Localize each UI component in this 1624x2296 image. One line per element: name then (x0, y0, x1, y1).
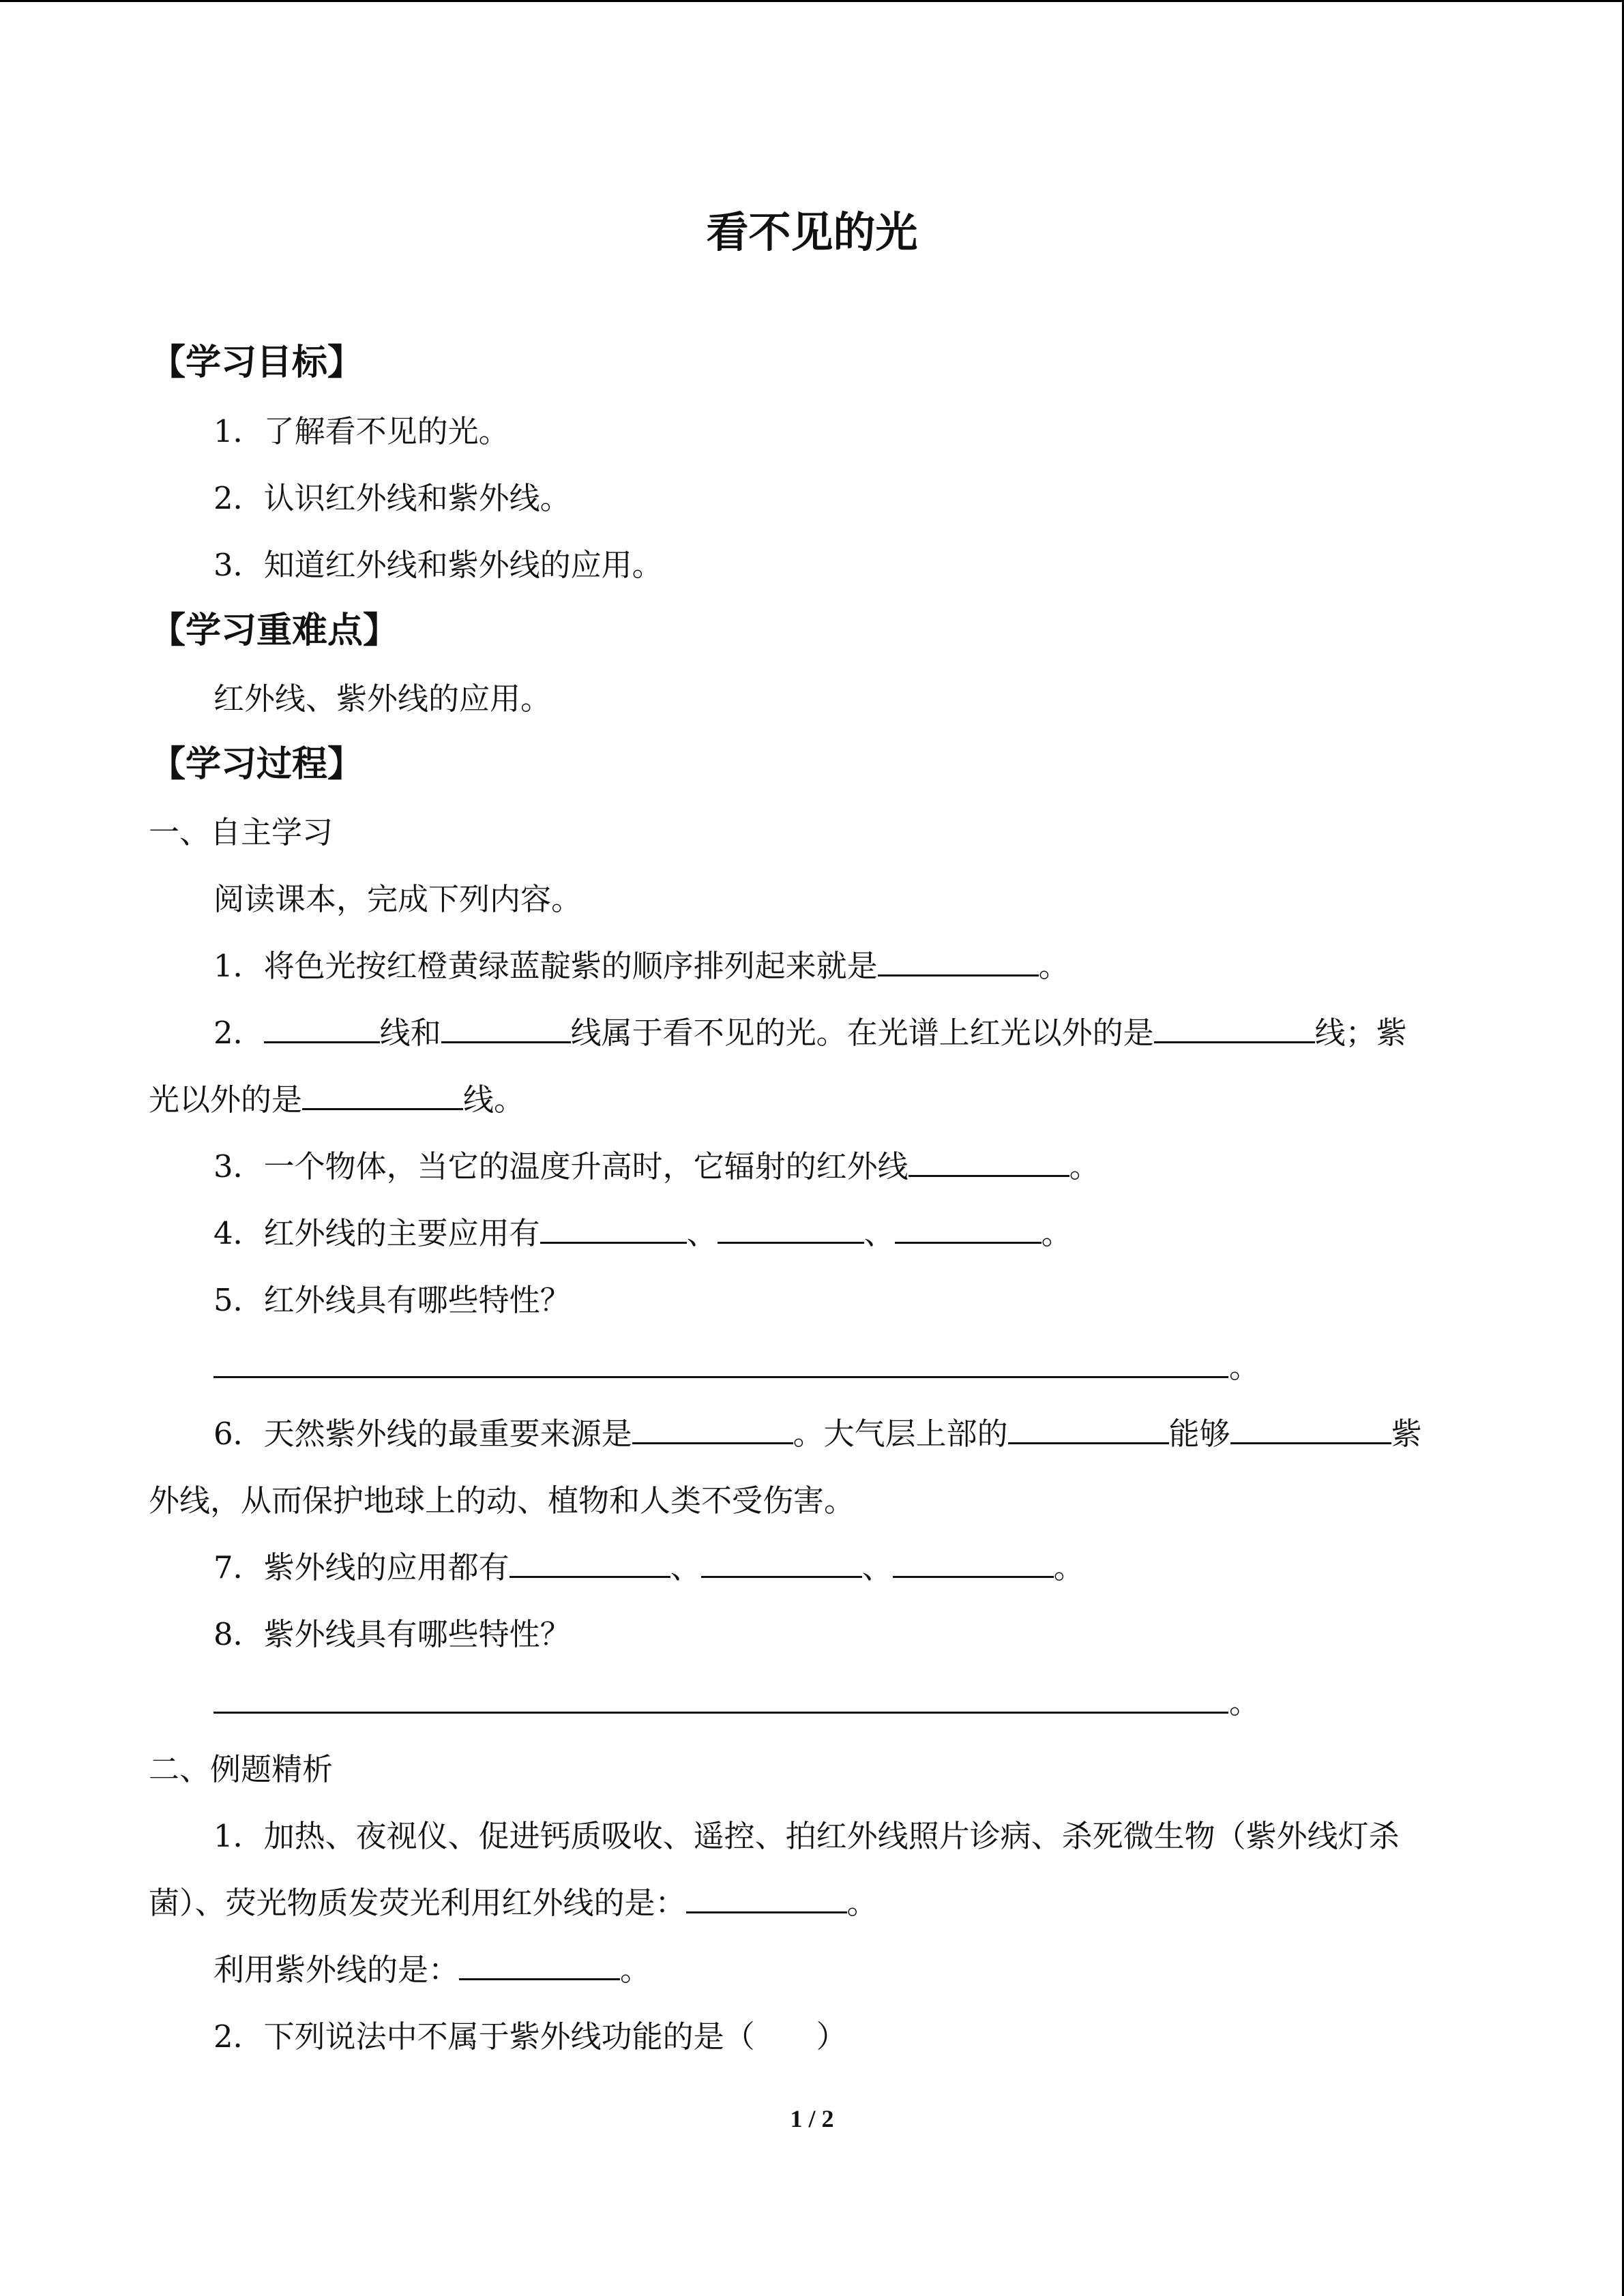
q7-blank-3[interactable] (893, 1546, 1054, 1578)
section-heading-process: 【学习过程】 (150, 744, 364, 785)
page-title: 看不见的光 (706, 207, 918, 257)
question-5: 5．红外线具有哪些特性？ (213, 1282, 571, 1318)
example-1-blank-1[interactable] (686, 1881, 847, 1913)
q2-text-d: 线；紫 (1314, 1015, 1407, 1051)
part2-heading: 二、例题精析 (149, 1751, 334, 1787)
q2-text-b: 线和 (379, 1015, 441, 1051)
example-1-end: 。 (846, 1885, 878, 1921)
q3-text: 3．一个物体，当它的温度升高时，它辐射的红外线 (213, 1148, 909, 1184)
q7-blank-1[interactable] (510, 1546, 670, 1578)
q4-end: 。 (1041, 1215, 1072, 1251)
q2-line2-end: 线。 (463, 1082, 525, 1118)
q4-blank-1[interactable] (540, 1212, 687, 1244)
example-1-uv-end: 。 (620, 1952, 651, 1988)
q2-blank-3[interactable] (1154, 1011, 1315, 1043)
q1-text: 1．将色光按红橙黄绿蓝靛紫的顺序排列起来就是 (213, 948, 878, 984)
objective-1: 1．了解看不见的光。 (213, 413, 510, 449)
q2-line2-text: 光以外的是 (149, 1082, 303, 1118)
q7-text: 7．紫外线的应用都有 (213, 1549, 510, 1585)
q2-text-c: 线属于看不见的光。在光谱上红光以外的是 (570, 1015, 1154, 1051)
q8-answer-line[interactable] (213, 1712, 1228, 1714)
q7-blank-2[interactable] (701, 1546, 862, 1578)
q2-blank-2[interactable] (441, 1011, 571, 1043)
q7-end: 。 (1053, 1549, 1084, 1585)
q3-blank[interactable] (909, 1145, 1069, 1177)
section-heading-key-points: 【学习重难点】 (150, 610, 399, 651)
q4-blank-3[interactable] (895, 1212, 1042, 1244)
q6-blank-1[interactable] (632, 1412, 793, 1444)
question-2-line2 (149, 1078, 525, 1122)
part1-heading: 一、自主学习 (149, 814, 334, 850)
question-8: 8．紫外线具有哪些特性？ (213, 1616, 571, 1652)
question-4 (213, 1212, 1072, 1255)
key-points-text: 红外线、紫外线的应用。 (213, 681, 552, 717)
objective-3: 3．知道红外线和紫外线的应用。 (213, 547, 663, 583)
section-heading-objectives: 【学习目标】 (150, 342, 364, 383)
q1-blank[interactable] (878, 944, 1039, 976)
q4-blank-2[interactable] (718, 1212, 864, 1244)
example-1-blank-2[interactable] (459, 1948, 620, 1980)
question-3 (213, 1145, 1100, 1189)
q2-num: 2． (213, 1015, 264, 1051)
q5-answer-line[interactable] (213, 1376, 1228, 1378)
q6-blank-3[interactable] (1230, 1412, 1391, 1444)
q6-text-a: 6．天然紫外线的最重要来源是 (213, 1416, 632, 1452)
objective-2: 2．认识红外线和紫外线。 (213, 480, 571, 516)
q2-blank-4[interactable] (302, 1078, 463, 1110)
q4-text: 4．红外线的主要应用有 (213, 1215, 540, 1251)
q5-end: 。 (1229, 1349, 1260, 1385)
q4-sep-2: 、 (863, 1215, 895, 1251)
example-1-uv-text: 利用紫外线的是： (213, 1952, 460, 1988)
q7-sep-1: 、 (670, 1549, 701, 1585)
q3-end: 。 (1069, 1148, 1100, 1184)
q7-sep-2: 、 (861, 1549, 893, 1585)
example-1-line2 (149, 1881, 878, 1925)
question-2 (213, 1011, 1407, 1055)
example-2: 2．下列说法中不属于紫外线功能的是（ ） (213, 2018, 847, 2055)
q6-text-c: 能够 (1168, 1416, 1230, 1452)
q2-blank-1[interactable] (264, 1011, 380, 1043)
q6-blank-2[interactable] (1008, 1412, 1169, 1444)
example-1-line3 (213, 1948, 651, 1992)
q6-text-d: 紫 (1391, 1416, 1422, 1452)
top-border (0, 0, 1624, 2)
q1-end: 。 (1038, 948, 1069, 984)
q8-end: 。 (1229, 1684, 1260, 1720)
question-1 (213, 944, 1069, 988)
part1-intro: 阅读课本，完成下列内容。 (213, 881, 582, 917)
example-1-line1: 1．加热、夜视仪、促进钙质吸收、遥控、拍红外线照片诊病、杀死微生物（紫外线灯杀 (213, 1818, 1400, 1854)
question-6 (213, 1412, 1422, 1456)
example-1-text: 菌）、荧光物质发荧光利用红外线的是： (149, 1885, 686, 1921)
q6-text-b: 。大气层上部的 (793, 1416, 1008, 1452)
q4-sep-1: 、 (686, 1215, 718, 1251)
question-7 (213, 1546, 1084, 1590)
question-6-line2: 外线，从而保护地球上的动、植物和人类不受伤害。 (149, 1482, 855, 1519)
page-number: 1 / 2 (790, 2105, 834, 2132)
